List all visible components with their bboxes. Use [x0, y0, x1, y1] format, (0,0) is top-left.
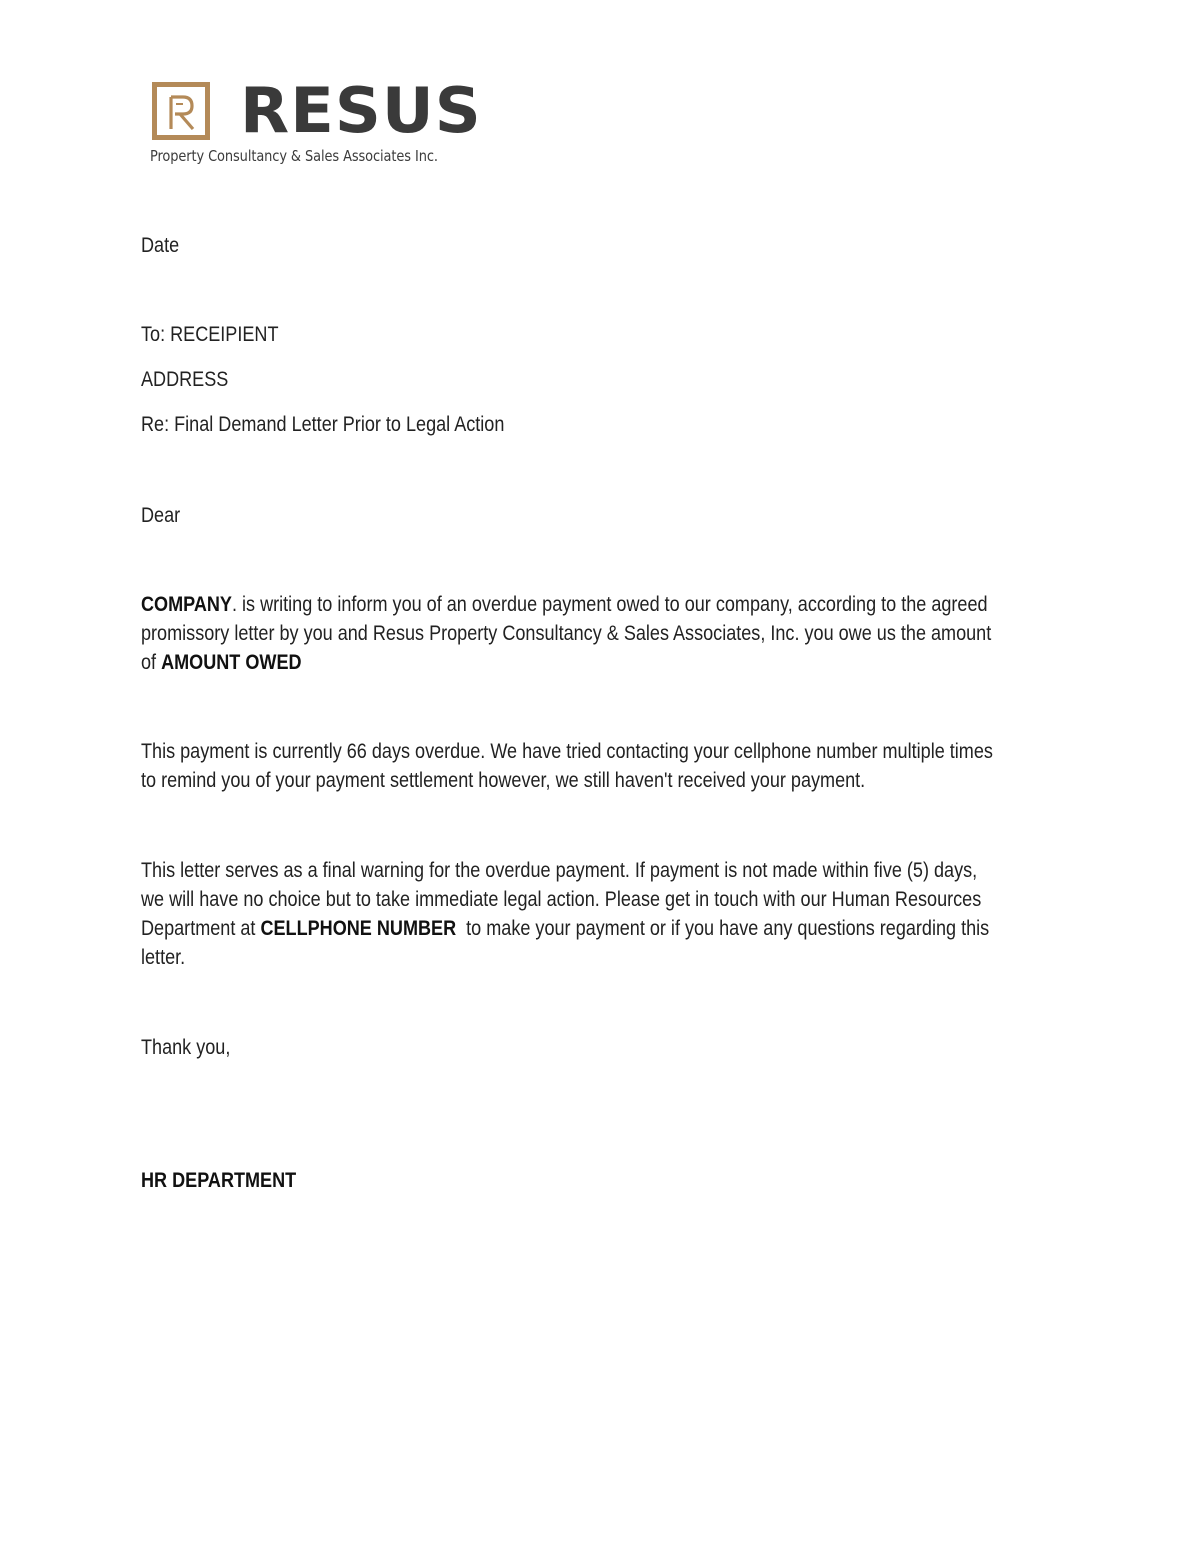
company-placeholder: COMPANY — [141, 593, 232, 616]
letter-date: Date — [141, 234, 180, 257]
paragraph-line: This letter serves as a final warning for the overdue payment. If payment is not made within five (5) days, — [141, 859, 978, 882]
logo-tagline: Property Consultancy & Sales Associates Inc. — [150, 147, 438, 165]
paragraph-line: to remind you of your payment settlement however, we still haven't received your payment. — [141, 769, 866, 792]
paragraph-overdue-notice — [141, 590, 1053, 677]
r-monogram-icon — [165, 93, 199, 133]
letter-subject: Re: Final Demand Letter Prior to Legal Action — [141, 413, 505, 436]
paragraph-line: COMPANY. is writing to inform you of an overdue payment owed to our company, according to the agreed — [141, 593, 988, 616]
letter-salutation: Dear — [141, 504, 181, 527]
paragraph-line: letter. — [141, 946, 186, 969]
paragraph-line: This payment is currently 66 days overdue. We have tried contacting your cellphone number multiple times — [141, 740, 993, 763]
cellphone-placeholder: CELLPHONE NUMBER — [260, 917, 457, 940]
amount-placeholder: AMOUNT OWED — [161, 651, 302, 674]
logo-wordmark: RESUS — [240, 74, 482, 147]
paragraph-final-warning — [141, 856, 1053, 972]
paragraph-line: Department at CELLPHONE NUMBER to make your payment or if you have any questions regarding this — [141, 917, 990, 940]
letter-address: ADDRESS — [141, 368, 229, 391]
paragraph-line: we will have no choice but to take immediate legal action. Please get in touch with our Human Resources — [141, 888, 982, 911]
letter-closing: Thank you, — [141, 1036, 231, 1059]
paragraph-days-overdue — [141, 737, 1053, 795]
letter-signature: HR DEPARTMENT — [141, 1169, 297, 1192]
letter-recipient: To: RECEIPIENT — [141, 323, 279, 346]
logo-mark-frame — [152, 82, 210, 140]
paragraph-line: of AMOUNT OWED — [141, 651, 302, 674]
paragraph-line: promissory letter by you and Resus Property Consultancy & Sales Associates, Inc. you owe us the amount — [141, 622, 992, 645]
company-logo — [150, 74, 482, 174]
